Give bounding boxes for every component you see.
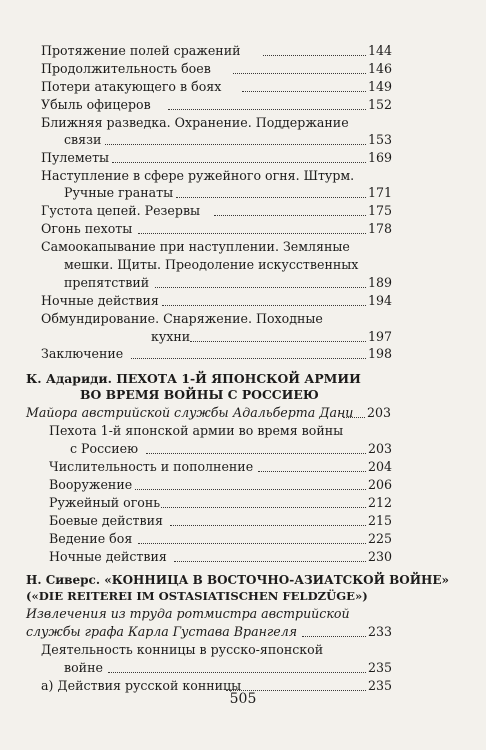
dot-leader <box>190 341 366 342</box>
toc-entry-title: Протяжение полей сражений <box>41 43 241 58</box>
toc-entry-page: 171 <box>367 185 392 200</box>
page-number: 505 <box>229 691 257 707</box>
dot-leader <box>131 358 366 359</box>
dot-leader <box>146 453 366 454</box>
section-subtitle-text: Извлечения из труда ротмистра австрийской <box>26 606 350 621</box>
toc-entry-page: 149 <box>367 79 392 94</box>
dot-leader <box>105 144 366 145</box>
toc-entry-title: Ближняя разведка. Охранение. Поддержание <box>41 115 349 130</box>
toc-entry-page: 206 <box>367 477 392 492</box>
dot-leader <box>233 73 366 74</box>
toc-entry-title-cont: Ручные гранаты <box>64 185 174 200</box>
dot-leader <box>138 233 366 234</box>
toc-entry-page: 197 <box>367 329 392 344</box>
toc-entry-page: 215 <box>367 513 392 528</box>
toc-entry-title: Ночные действия <box>49 549 167 564</box>
section-heading-cont <box>80 386 319 403</box>
toc-entry-page: 169 <box>367 150 392 165</box>
toc-entry-page: 235 <box>367 660 392 675</box>
section-heading <box>26 370 361 387</box>
toc-entry-page: 203 <box>366 405 391 420</box>
toc-entry-title-cont: кухни <box>151 329 191 344</box>
toc-entry-title: Густота цепей. Резервы <box>41 203 201 218</box>
toc-entry-title: Убыль офицеров <box>41 97 151 112</box>
toc-entry-page: 204 <box>367 459 392 474</box>
dot-leader <box>161 507 366 508</box>
toc-entry-page: 146 <box>367 61 392 76</box>
toc-entry-page: 212 <box>367 495 392 510</box>
toc-entry-title: Продолжительность боев <box>41 61 211 76</box>
toc-entry-page: 144 <box>367 43 392 58</box>
toc-entry-title: Самоокапывание при наступлении. Земляные <box>41 239 350 254</box>
section-title: ПЕХОТА 1-Й ЯПОНСКОЙ АРМИИ <box>116 371 361 386</box>
section-subtitle-text: Майора австрийской службы Адальберта Дани <box>26 405 354 420</box>
toc-entry-page: 235 <box>367 678 392 693</box>
section-author: Н. Сиверс. <box>26 573 100 587</box>
dot-leader <box>162 305 366 306</box>
dot-leader <box>302 636 366 637</box>
toc-entry-page: 152 <box>367 97 392 112</box>
toc-entry-title: Наступление в сфере ружейного огня. Штурм. <box>41 168 355 183</box>
section-title: «КОННИЦА В ВОСТОЧНО-АЗИАТСКОЙ ВОЙНЕ» <box>104 573 450 587</box>
dot-leader <box>168 109 366 110</box>
toc-entry-title: Боевые действия <box>49 513 163 528</box>
toc-entry-title: Числительность и пополнение <box>49 459 254 474</box>
dot-leader <box>112 162 366 163</box>
dot-leader <box>138 543 366 544</box>
toc-entry-title-cont: мешки. Щиты. Преодоление искусственных <box>64 257 359 272</box>
section-heading-cont <box>26 588 368 605</box>
toc-entry-title: Обмундирование. Снаряжение. Походные <box>41 311 323 326</box>
toc-entry-page: 233 <box>367 624 392 639</box>
toc-entry-page: 230 <box>367 549 392 564</box>
toc-entry-title: Пехота 1-й японской армии во время войны <box>49 423 344 438</box>
toc-entry-page: 203 <box>367 441 392 456</box>
dot-leader <box>214 215 366 216</box>
toc-entry-title-cont: с Россиею <box>70 441 139 456</box>
toc-entry-page: 194 <box>367 293 392 308</box>
section-heading <box>26 572 449 589</box>
toc-entry-title: Ружейный огонь <box>49 495 161 510</box>
toc-entry-title: Потери атакующего в боях <box>41 79 222 94</box>
toc-entry-title: Пулеметы <box>41 150 110 165</box>
toc-entry-page: 153 <box>367 132 392 147</box>
section-title: ВО ВРЕМЯ ВОЙНЫ С РОССИЕЮ <box>80 387 319 402</box>
toc-entry-page: 225 <box>367 531 392 546</box>
dot-leader <box>135 489 366 490</box>
dot-leader <box>242 91 366 92</box>
dot-leader <box>155 287 366 288</box>
toc-entry-page: 178 <box>367 221 392 236</box>
toc-entry-title-cont: связи <box>64 132 102 147</box>
dot-leader <box>174 561 366 562</box>
toc-entry-title-cont: препятствий <box>64 275 150 290</box>
section-author: К. Адариди. <box>26 371 112 386</box>
toc-entry-page: 189 <box>367 275 392 290</box>
toc-entry-title: Заключение <box>41 346 124 361</box>
toc-entry-title: а) Действия русской конницы <box>41 678 242 693</box>
toc-entry-title: Ночные действия <box>41 293 159 308</box>
dot-leader <box>258 471 366 472</box>
toc-entry-title: Огонь пехоты <box>41 221 133 236</box>
dot-leader <box>343 417 365 418</box>
section-subtitle-text: службы графа Карла Густава Врангеля <box>26 624 298 639</box>
dot-leader <box>170 525 366 526</box>
toc-entry-title: Деятельность конницы в русско-японской <box>41 642 324 657</box>
toc-entry-title: Вооружение <box>49 477 133 492</box>
toc-entry-title-cont: войне <box>64 660 103 675</box>
toc-entry-page: 175 <box>367 203 392 218</box>
section-title: («DIE REITEREI IM OSTASIATISCHEN FELDZÜGE») <box>26 589 368 603</box>
toc-entry-title: Ведение боя <box>49 531 133 546</box>
dot-leader <box>108 672 366 673</box>
dot-leader <box>263 55 366 56</box>
toc-entry-page: 198 <box>367 346 392 361</box>
dot-leader <box>176 197 366 198</box>
